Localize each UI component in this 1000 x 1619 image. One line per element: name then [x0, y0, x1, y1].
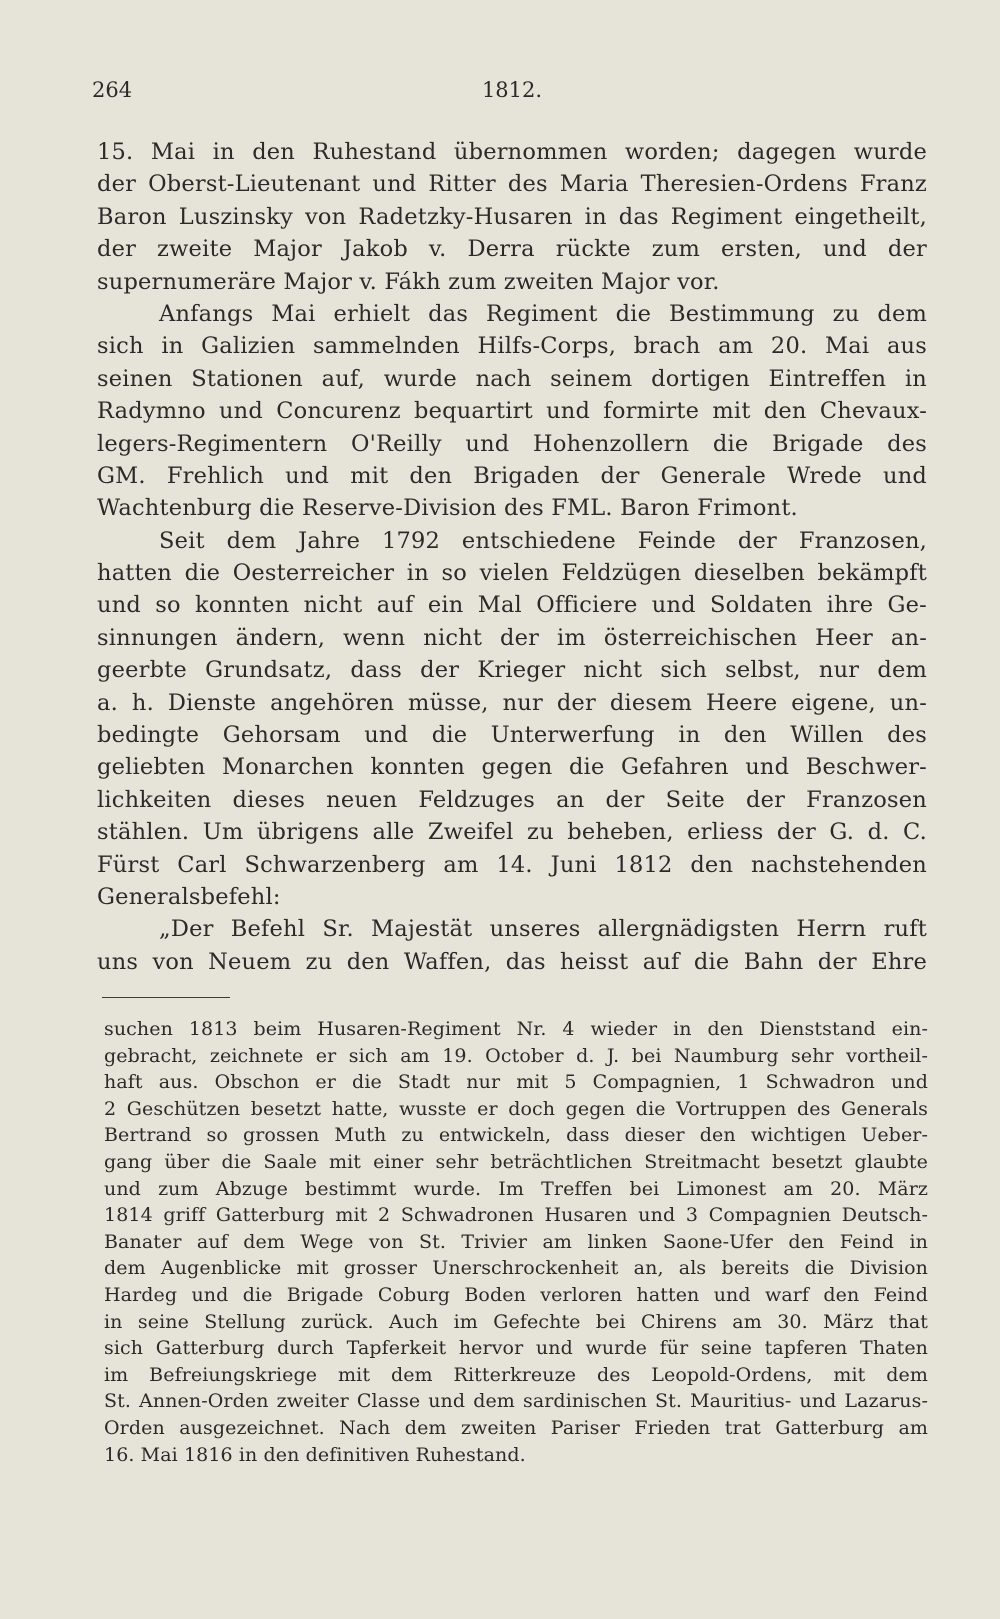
footnote-line: Orden ausgezeichnet. Nach dem zweiten Pariser Frieden trat Gatterburg am	[104, 1416, 928, 1439]
text-line: seinen Stationen auf, wurde nach seinem dortigen Eintreffen in	[97, 365, 927, 392]
text-line: supernumeräre Major v. Fákh zum zweiten Major vor.	[97, 268, 720, 295]
text-line: Seit dem Jahre 1792 entschiedene Feinde der Franzosen,	[159, 527, 927, 554]
text-line: Radymno und Concurenz bequartirt und formirte mit den Chevaux-	[97, 398, 927, 425]
text-line: uns von Neuem zu den Waffen, das heisst auf die Bahn der Ehre	[97, 948, 927, 975]
text-line: lichkeiten dieses neuen Feldzuges an der Seite der Franzosen	[97, 786, 927, 813]
text-line: geliebten Monarchen konnten gegen die Gefahren und Beschwer-	[97, 754, 927, 781]
text-line: Generalsbefehl:	[97, 883, 281, 910]
footnote-line: 1814 griff Gatterburg mit 2 Schwadronen Husaren und 3 Compagnien Deutsch-	[104, 1204, 928, 1227]
footnote-line: Bertrand so grossen Muth zu entwickeln, dass dieser den wichtigen Ueber-	[104, 1124, 928, 1147]
text-line: sinnungen ändern, wenn nicht der im österreichischen Heer an-	[97, 624, 927, 651]
footnote-line: dem Augenblicke mit grosser Unerschrockenheit an, als bereits die Division	[104, 1257, 928, 1280]
text-line: legers-Regimentern O'Reilly und Hohenzollern die Brigade des	[97, 430, 927, 457]
footnote-line: suchen 1813 beim Husaren-Regiment Nr. 4 wieder in den Dienststand ein-	[104, 1018, 928, 1040]
footnote-line: im Befreiungskriege mit dem Ritterkreuze des Leopold-Ordens, mit dem	[104, 1363, 928, 1386]
text-line: stählen. Um übrigens alle Zweifel zu beheben, erliess der G. d. C.	[97, 819, 927, 846]
footnote-line: St. Annen-Orden zweiter Classe und dem sardinischen St. Mauritius- und Lazarus-	[104, 1390, 928, 1413]
footnote-divider	[102, 997, 230, 998]
footnote-line: gebracht, zeichnete er sich am 19. October d. J. bei Naumburg sehr vortheil-	[104, 1044, 928, 1067]
text-line: Fürst Carl Schwarzenberg am 14. Juni 1812 den nachstehenden	[97, 851, 927, 878]
text-line: Wachtenburg die Reserve-Division des FML. Baron Frimont.	[97, 495, 798, 522]
page-number: 264	[92, 78, 133, 102]
page-header	[92, 78, 932, 108]
footnote-line: und zum Abzuge bestimmt wurde. Im Treffen bei Limonest am 20. März	[104, 1177, 928, 1200]
text-line: hatten die Oesterreicher in so vielen Feldzügen dieselben bekämpft	[97, 560, 927, 587]
text-line: bedingte Gehorsam und die Unterwerfung in den Willen des	[97, 722, 927, 749]
footnote-line: sich Gatterburg durch Tapferkeit hervor und wurde für seine tapferen Thaten	[104, 1337, 928, 1360]
text-line: der zweite Major Jakob v. Derra rückte zum ersten, und der	[97, 236, 927, 263]
text-line: GM. Frehlich und mit den Brigaden der Generale Wrede und	[97, 462, 927, 489]
text-line: geerbte Grundsatz, dass der Krieger nicht sich selbst, nur dem	[97, 657, 927, 684]
text-line: Baron Luszinsky von Radetzky-Husaren in das Regiment eingetheilt,	[97, 203, 927, 230]
text-line: Anfangs Mai erhielt das Regiment die Bestimmung zu dem	[159, 300, 927, 327]
footnote-line: Hardeg und die Brigade Coburg Boden verloren hatten und warf den Feind	[104, 1283, 928, 1306]
text-line: 15. Mai in den Ruhestand übernommen worden; dagegen wurde	[97, 139, 927, 165]
footnote-line: 16. Mai 1816 in den definitiven Ruhestand.	[104, 1443, 526, 1466]
main-text	[97, 136, 927, 978]
footnote-line: in seine Stellung zurück. Auch im Gefechte bei Chirens am 30. März that	[104, 1310, 928, 1333]
footnote-line: gang über die Saale mit einer sehr beträchtlichen Streitmacht besetzt glaubte	[104, 1150, 928, 1173]
footnote	[104, 1016, 928, 1468]
text-line: und so konnten nicht auf ein Mal Officiere und Soldaten ihre Ge-	[97, 592, 927, 619]
running-title: 1812.	[481, 78, 543, 102]
text-line: „Der Befehl Sr. Majestät unseres allergnädigsten Herrn ruft	[159, 916, 927, 943]
text-line: sich in Galizien sammelnden Hilfs-Corps, brach am 20. Mai aus	[97, 333, 927, 360]
footnote-line: haft aus. Obschon er die Stadt nur mit 5 Compagnien, 1 Schwadron und	[104, 1071, 928, 1094]
text-line: der Oberst-Lieutenant und Ritter des Maria Theresien-Ordens Franz	[97, 171, 927, 198]
text-line: a. h. Dienste angehören müsse, nur der diesem Heere eigene, un-	[97, 689, 927, 716]
footnote-line: Banater auf dem Wege von St. Trivier am linken Saone-Ufer den Feind in	[104, 1230, 928, 1253]
footnote-line: 2 Geschützen besetzt hatte, wusste er doch gegen die Vortruppen des Generals	[104, 1097, 928, 1120]
